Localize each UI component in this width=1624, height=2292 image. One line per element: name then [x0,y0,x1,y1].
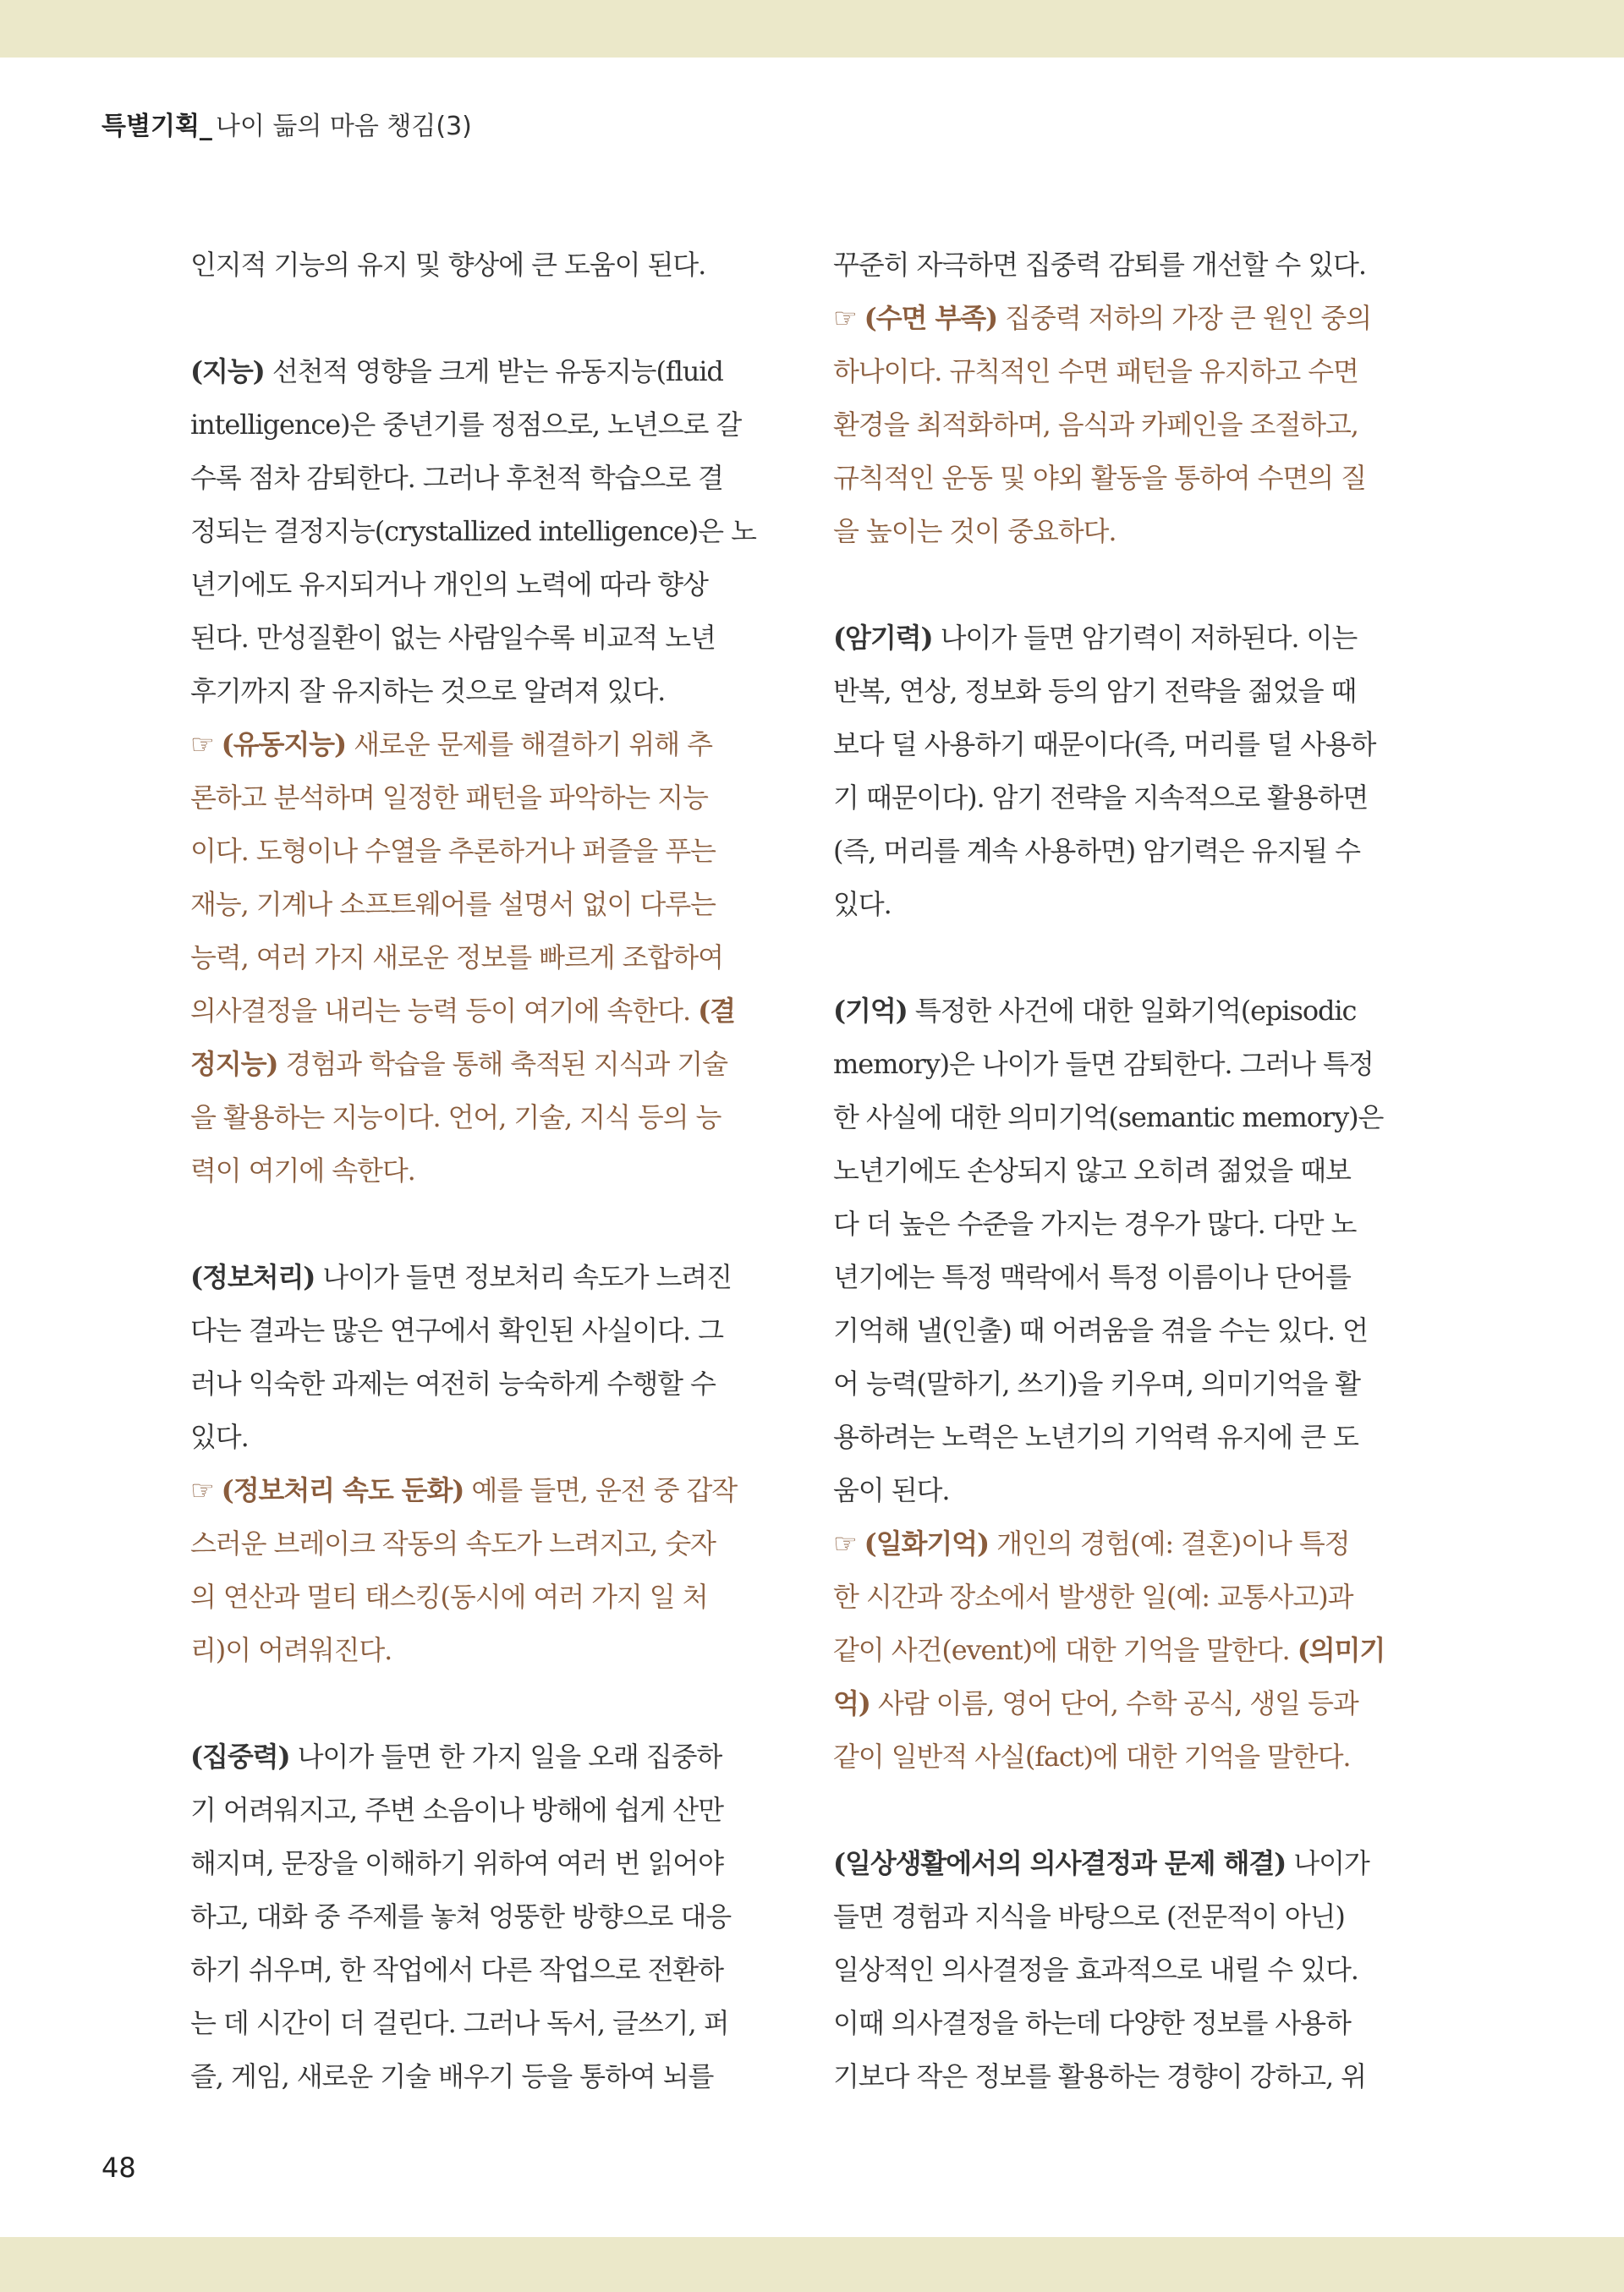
text-line [833,2050,1429,2103]
text-line [833,1304,1429,1357]
text-run: 있다. [190,1421,249,1453]
text-run: 같이 사건(event)에 대한 기억을 말한다. [833,1634,1298,1666]
text-run: 선천적 영향을 크게 받는 유동지능(fluid [264,355,723,387]
top-band [0,0,1624,58]
text-line [833,718,1429,771]
header-separator: _ [199,112,212,141]
keyword: (의미기 [1297,1634,1385,1666]
text-run: 즐, 게임, 새로운 기술 배우기 등을 통하여 뇌를 [190,2060,714,2092]
text-run: 을 활용하는 지능이다. 언어, 기술, 지식 등의 능 [190,1101,721,1133]
header-section: 특별기획 [102,112,200,141]
keyword: (유동지능) [221,728,347,760]
text-run: 의 연산과 멀티 태스킹(동시에 여러 가지 일 처 [190,1581,708,1613]
text-line [190,239,787,292]
keyword: (일상생활에서의 의사결정과 문제 해결) [833,1847,1287,1879]
text-line [190,825,787,878]
text-run: 년기에도 유지되거나 개인의 노력에 따라 향상 [190,568,708,600]
text-line [833,1517,1429,1571]
text-run: 론하고 분석하며 일정한 패턴을 파악하는 지능 [190,781,708,814]
text-run: 같이 일반적 사실(fact)에 대한 기억을 말한다. [833,1741,1351,1773]
text-line [190,1091,787,1144]
text-line [190,452,787,505]
text-line [833,1251,1429,1304]
text-line [190,1357,787,1411]
text-run: 이다. 도형이나 수열을 추론하거나 퍼즐을 푸는 [190,835,716,867]
text-line [190,718,787,771]
text-run: 있다. [833,888,892,920]
text-run: 한 사실에 대한 의미기억(semantic memory)은 [833,1101,1384,1133]
text-run: 년기에는 특정 맥락에서 특정 이름이나 단어를 [833,1261,1351,1293]
text-run: 재능, 기계나 소프트웨어를 설명서 없이 다루는 [190,888,716,920]
text-line [190,1784,787,1837]
text-line [190,345,787,398]
keyword: 정지능) [190,1048,278,1080]
text-run: 나이가 들면 정보처리 속도가 느려진 [315,1261,732,1293]
text-run: 경험과 학습을 통해 축적된 지식과 기술 [277,1048,727,1080]
text-run: 의사결정을 내리는 능력 등이 여기에 속한다. [190,995,699,1027]
text-line [833,1357,1429,1411]
text-line [190,505,787,558]
text-line [190,398,787,452]
text-line [833,452,1429,505]
text-line [190,665,787,718]
text-line [833,771,1429,825]
text-line [190,611,787,665]
text-run: 스러운 브레이크 작동의 속도가 느려지고, 숫자 [190,1527,716,1560]
text-run: 움이 된다. [833,1474,950,1506]
text-line [833,878,1429,931]
keyword: (수면 부족) [864,302,998,334]
text-run: 노년기에도 손상되지 않고 오히려 젊었을 때보 [833,1154,1351,1187]
text-run: 인지적 기능의 유지 및 향상에 큰 도움이 된다. [190,249,706,281]
text-run: 다는 결과는 많은 연구에서 확인된 사실이다. 그 [190,1314,723,1346]
text-line [190,1997,787,2050]
text-line [833,1091,1429,1144]
paragraph-gap [833,558,1429,611]
pointing-hand-icon: ☞ [190,728,222,760]
text-run: 수록 점차 감퇴한다. 그러나 후천적 학습으로 결 [190,462,723,494]
text-line [190,931,787,984]
text-run: 집중력 저하의 가장 큰 원인 중의 [997,302,1372,334]
left-column [190,239,787,2103]
text-run: 하고, 대화 중 주제를 놓쳐 엉뚱한 방향으로 대응 [190,1900,732,1933]
text-line [833,1198,1429,1251]
text-run: 특정한 사건에 대한 일화기억(episodic [907,995,1357,1027]
text-run: 기억해 낼(인출) 때 어려움을 겪을 수는 있다. 언 [833,1314,1368,1346]
text-run: 환경을 최적화하며, 음식과 카페인을 조절하고, [833,409,1358,441]
keyword: (기억) [833,995,908,1027]
text-line [833,1730,1429,1784]
keyword: (정보처리) [190,1261,315,1293]
text-line [190,1517,787,1571]
text-run: 용하려는 노력은 노년기의 기억력 유지에 큰 도 [833,1421,1358,1453]
text-run: 보다 덜 사용하기 때문이다(즉, 머리를 덜 사용하 [833,728,1376,760]
text-run: 나이가 들면 암기력이 저하된다. 이는 [932,622,1358,654]
text-run: 능력, 여러 가지 새로운 정보를 빠르게 조합하여 [190,941,723,973]
text-line [833,1038,1429,1091]
text-run: 어 능력(말하기, 쓰기)을 키우며, 의미기억을 활 [833,1368,1360,1400]
paragraph-gap [190,292,787,345]
text-line [833,665,1429,718]
text-run: 정되는 결정지능(crystallized intelligence)은 노 [190,515,756,547]
right-column [833,239,1429,2103]
text-run: 하기 쉬우며, 한 작업에서 다른 작업으로 전환하 [190,1954,723,1986]
text-line [833,825,1429,878]
text-line [833,1411,1429,1464]
text-run: 기 어려워지고, 주변 소음이나 방해에 쉽게 산만 [190,1794,723,1826]
text-line [190,1571,787,1624]
text-line [833,239,1429,292]
text-line [190,1890,787,1944]
running-header [102,108,472,145]
text-run: 리)이 어려워진다. [190,1634,392,1666]
text-line [190,1144,787,1198]
text-line [190,1411,787,1464]
text-line [190,2050,787,2103]
paragraph-gap [833,931,1429,984]
text-line [833,1677,1429,1730]
text-line [190,984,787,1038]
text-line [833,505,1429,558]
text-run: 된다. 만성질환이 없는 사람일수록 비교적 노년 [190,622,716,654]
text-run: 나이가 들면 한 가지 일을 오래 집중하 [289,1741,722,1773]
text-run: 기 때문이다). 암기 전략을 지속적으로 활용하면 [833,781,1369,814]
text-run: 후기까지 잘 유지하는 것으로 알려져 있다. [190,675,666,707]
text-run: 사람 이름, 영어 단어, 수학 공식, 생일 등과 [870,1687,1358,1719]
text-run: 반복, 연상, 정보화 등의 암기 전략을 젊었을 때 [833,675,1357,707]
paragraph-gap [190,1677,787,1730]
text-run: 새로운 문제를 해결하기 위해 추 [346,728,712,760]
text-line [190,1730,787,1784]
text-run: memory)은 나이가 들면 감퇴한다. 그러나 특정 [833,1048,1374,1080]
text-line [833,1890,1429,1944]
text-line [833,1837,1429,1890]
pointing-hand-icon: ☞ [833,302,864,334]
text-line [190,1464,787,1517]
text-line [190,771,787,825]
keyword: (암기력) [833,622,933,654]
keyword: 억) [833,1687,870,1719]
keyword: (지능) [190,355,265,387]
text-line [833,1464,1429,1517]
pointing-hand-icon: ☞ [190,1474,222,1506]
bottom-band [0,2237,1624,2292]
keyword: (정보처리 속도 둔화) [221,1474,464,1506]
text-run: 꾸준히 자극하면 집중력 감퇴를 개선할 수 있다. [833,249,1366,281]
text-line [190,1837,787,1890]
text-line [190,1944,787,1997]
text-run: 하나이다. 규칙적인 수면 패턴을 유지하고 수면 [833,355,1358,387]
text-run: 이때 의사결정을 하는데 다양한 정보를 사용하 [833,2007,1351,2039]
pointing-hand-icon: ☞ [833,1527,864,1560]
text-run: intelligence)은 중년기를 정점으로, 노년으로 갈 [190,409,742,441]
text-line [190,1624,787,1677]
text-run: 는 데 시간이 더 걸린다. 그러나 독서, 글쓰기, 퍼 [190,2007,729,2039]
text-line [833,398,1429,452]
text-run: 해지며, 문장을 이해하기 위하여 여러 번 읽어야 [190,1847,723,1879]
paragraph-gap [190,1198,787,1251]
text-line [190,558,787,611]
header-subtitle: 나이 듦의 마음 챙김(3) [215,112,472,141]
text-run: 나이가 [1286,1847,1369,1879]
text-run: 예를 들면, 운전 중 갑작 [464,1474,738,1506]
text-run: (즉, 머리를 계속 사용하면) 암기력은 유지될 수 [833,835,1360,867]
text-run: 다 더 높은 수준을 가지는 경우가 많다. 다만 노 [833,1208,1357,1240]
text-line [190,1251,787,1304]
text-line [833,611,1429,665]
paragraph-gap [833,1784,1429,1837]
text-line [833,984,1429,1038]
text-run: 개인의 경험(예: 결혼)이나 특정 [989,1527,1350,1560]
text-run: 규칙적인 운동 및 야외 활동을 통하여 수면의 질 [833,462,1366,494]
text-run: 한 시간과 장소에서 발생한 일(예: 교통사고)과 [833,1581,1353,1613]
text-line [190,1304,787,1357]
text-run: 을 높이는 것이 중요하다. [833,515,1116,547]
keyword: (결 [698,995,735,1027]
text-line [833,1944,1429,1997]
text-run: 러나 익숙한 과제는 여전히 능숙하게 수행할 수 [190,1368,716,1400]
text-line [833,1997,1429,2050]
text-line [833,345,1429,398]
page-number: 48 [102,2152,136,2184]
text-run: 기보다 작은 정보를 활용하는 경향이 강하고, 위 [833,2060,1366,2092]
keyword: (일화기억) [864,1527,990,1560]
text-run: 일상적인 의사결정을 효과적으로 내릴 수 있다. [833,1954,1358,1986]
text-line [190,878,787,931]
text-run: 들면 경험과 지식을 바탕으로 (전문적이 아닌) [833,1900,1345,1933]
text-line [833,1624,1429,1677]
text-run: 력이 여기에 속한다. [190,1154,415,1187]
text-line [190,1038,787,1091]
text-line [833,1571,1429,1624]
keyword: (집중력) [190,1741,290,1773]
text-line [833,292,1429,345]
text-line [833,1144,1429,1198]
